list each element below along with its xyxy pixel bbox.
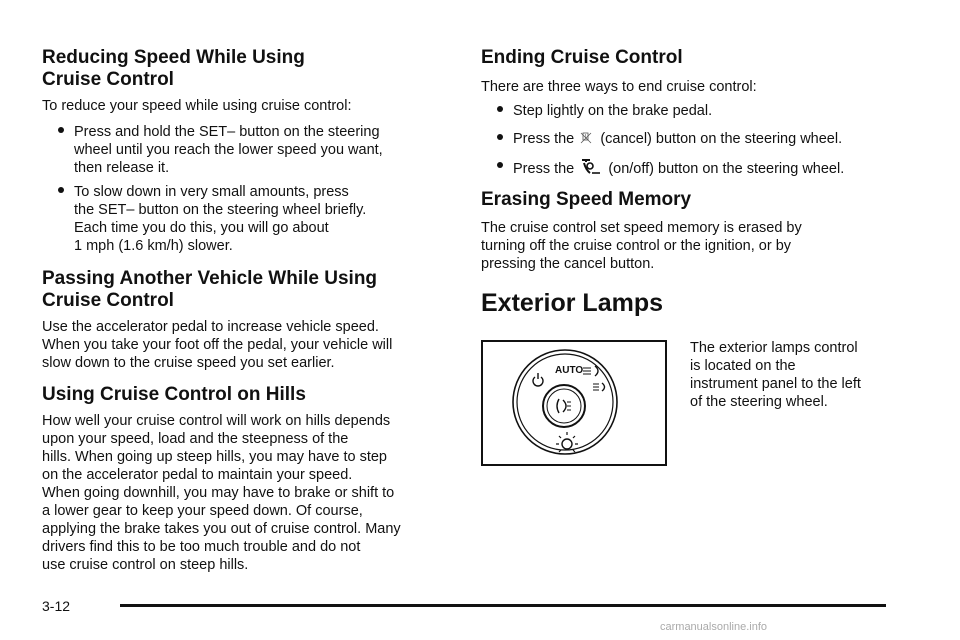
text-line: Step lightly on the brake pedal. [513, 103, 713, 119]
text-line: of the steering wheel. [690, 394, 828, 410]
bullet-item [42, 123, 494, 177]
heading-line: Cruise Control [42, 69, 174, 90]
heading-line: Reducing Speed While Using [42, 47, 305, 68]
text-line: The cruise control set speed memory is erased by [481, 220, 802, 236]
cruise-cancel-icon [580, 132, 594, 151]
exterior-lamps-body [690, 339, 920, 411]
lamp-knob-svg [483, 342, 665, 464]
bullet-dot [497, 162, 503, 168]
bullet-item [481, 130, 943, 151]
heading-exterior-lamps: Exterior Lamps [481, 289, 664, 317]
text-line: 1 mph (1.6 km/h) slower. [74, 238, 233, 254]
exterior-lamp-control-illustration [481, 340, 667, 466]
bullet-item [481, 102, 943, 120]
text-line: When you take your foot off the pedal, your vehicle will [42, 337, 393, 353]
text-line: upon your speed, load and the steepness of the [42, 431, 349, 447]
text-span: (on/off) button on the steering wheel. [608, 161, 845, 177]
text-line: the SET– button on the steering wheel briefly. [74, 202, 367, 218]
text-span: Press the [513, 131, 575, 147]
text-line: Use the accelerator pedal to increase vehicle speed. [42, 319, 379, 335]
hills-body [42, 412, 462, 574]
text-line: The exterior lamps control [690, 340, 858, 356]
heading-line: Cruise Control [42, 290, 174, 311]
text-line: How well your cruise control will work on hills depends [42, 413, 391, 429]
bullet-item [42, 183, 494, 255]
text-line: Each time you do this, you will go about [74, 220, 329, 236]
text-line: pressing the cancel button. [481, 256, 655, 272]
text-line: a lower gear to keep your speed down. Of course, [42, 503, 363, 519]
text-line: on the accelerator pedal to maintain your speed. [42, 467, 353, 483]
text-line: then release it. [74, 160, 170, 176]
text-line: applying the brake takes you out of cruise control. Many [42, 521, 401, 537]
text-line: turning off the cruise control or the ignition, or by [481, 238, 792, 254]
heading-ending: Ending Cruise Control [481, 47, 683, 68]
heading-line: Passing Another Vehicle While Using [42, 268, 378, 289]
cruise-on-off-icon [580, 158, 602, 181]
heading-reducing-speed [42, 47, 305, 91]
bullet-dot [58, 187, 64, 193]
heading-hills: Using Cruise Control on Hills [42, 384, 306, 405]
heading-passing [42, 268, 377, 312]
heading-erasing: Erasing Speed Memory [481, 189, 692, 210]
text-span: Press the [513, 161, 575, 177]
bullet-dot [58, 127, 64, 133]
text-line: hills. When going up steep hills, you may have to step [42, 449, 387, 465]
intro-text: To reduce your speed while using cruise control: [42, 98, 352, 114]
text-line: instrument panel to the left [690, 376, 861, 392]
footer-rule [120, 604, 886, 607]
text-line: Press and hold the SET– button on the steering [74, 124, 380, 140]
text-line: To slow down in very small amounts, press [74, 184, 349, 200]
bullet-dot [497, 134, 503, 140]
text-line: wheel until you reach the lower speed you want, [74, 142, 383, 158]
auto-label: AUTO [555, 365, 584, 376]
text-line: slow down to the cruise speed you set earlier. [42, 355, 335, 371]
text-line: is located on the [690, 358, 796, 374]
bullet-dot [497, 106, 503, 112]
page-number: 3-12 [42, 598, 71, 614]
ending-intro: There are three ways to end cruise control: [481, 79, 757, 95]
bullet-item [481, 158, 943, 181]
text-span: (cancel) button on the steering wheel. [600, 131, 843, 147]
text-line: use cruise control on steep hills. [42, 557, 249, 573]
text-line: When going downhill, you may have to brake or shift to [42, 485, 395, 501]
passing-body [42, 318, 462, 372]
erasing-body [481, 219, 911, 273]
watermark: carmanualsonline.info [660, 621, 768, 633]
text-line: drivers find this to be too much trouble and do not [42, 539, 361, 555]
